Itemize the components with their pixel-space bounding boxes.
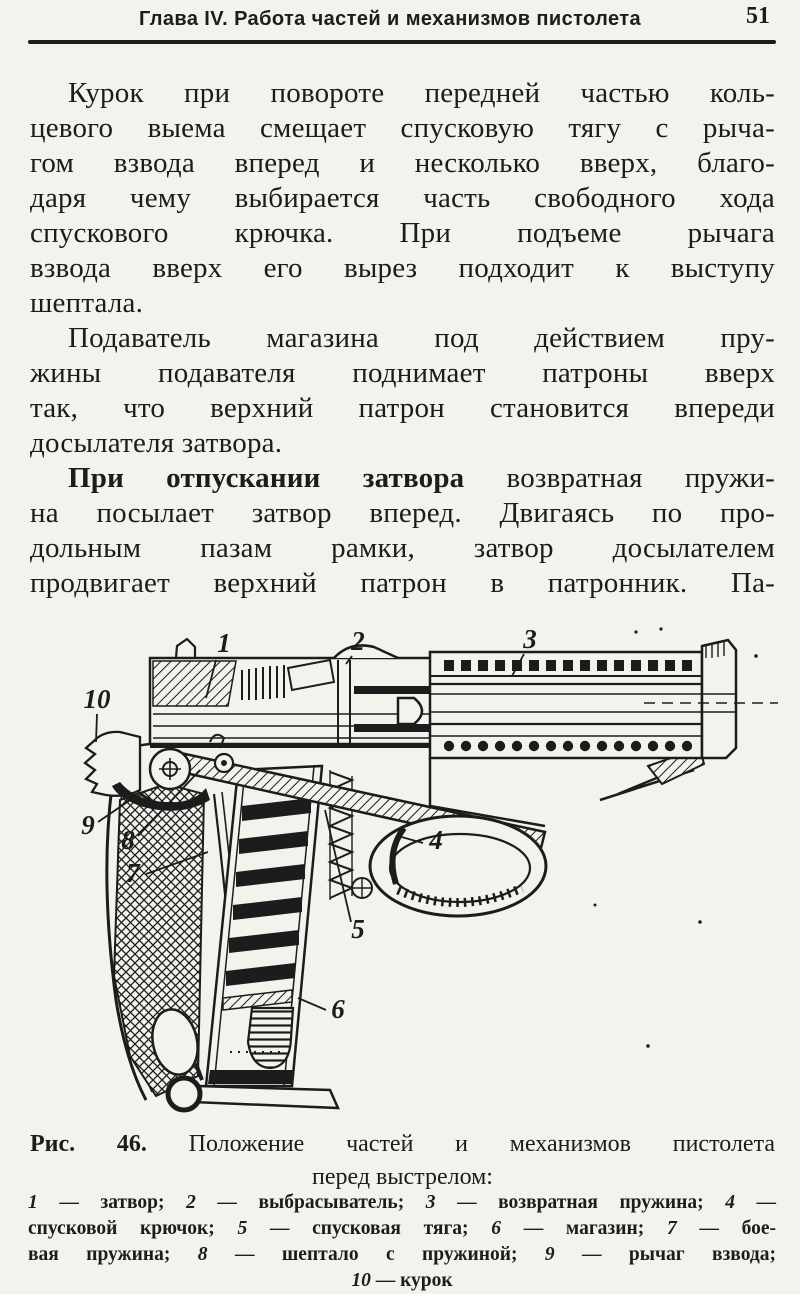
text-segment: — шептало с пружиной; xyxy=(207,1244,545,1265)
text-segment: 2 xyxy=(186,1192,196,1213)
text-segment: спускового крючка. При подъеме рычага xyxy=(30,217,775,249)
text-segment: 8 xyxy=(197,1244,208,1265)
text-segment: даря чему выбирается часть свободного хода xyxy=(30,182,775,214)
text-segment: спусковой крючок; xyxy=(28,1218,238,1239)
text-line xyxy=(30,76,775,111)
callout-leader-line xyxy=(96,714,97,742)
text-segment: — возвратная пружина; xyxy=(435,1192,726,1213)
trigger-guard-group xyxy=(370,816,546,916)
callout-number: 4 xyxy=(429,825,443,855)
text-segment: Курок при повороте передней частью коль- xyxy=(68,77,775,109)
figure-legend xyxy=(28,1190,776,1294)
text-segment: шептала. xyxy=(30,287,144,319)
text-segment: вая пружина; xyxy=(28,1244,198,1265)
recoil-spring-top-coils xyxy=(444,660,692,671)
text-line xyxy=(30,531,775,566)
callout-number: 8 xyxy=(121,825,135,855)
text-line xyxy=(30,496,775,531)
figure-caption xyxy=(30,1128,775,1194)
callout-number: 7 xyxy=(126,858,140,888)
text-line xyxy=(30,321,775,356)
callout-number: 1 xyxy=(217,628,231,658)
text-segment: возвратная пружи- xyxy=(464,462,775,494)
text-line xyxy=(30,216,775,251)
text-segment: — выбрасыватель; xyxy=(195,1192,426,1213)
text-line xyxy=(30,251,775,286)
text-line xyxy=(30,356,775,391)
text-line xyxy=(28,1216,776,1242)
callout-number: 3 xyxy=(523,624,537,654)
text-segment: — спусковая тяга; xyxy=(247,1218,492,1239)
text-line xyxy=(28,1242,776,1268)
callout-number: 5 xyxy=(351,914,365,944)
text-segment: продвигает верхний патрон в патронник. Па- xyxy=(30,567,775,599)
text-segment: — затвор; xyxy=(37,1192,187,1213)
text-segment: Положение частей и механизмов пистолета xyxy=(146,1131,776,1157)
callout-number: 2 xyxy=(351,626,365,656)
text-segment: так, что верхний патрон становится впереди xyxy=(30,392,775,424)
text-line xyxy=(30,111,775,146)
text-segment: на посылает затвор вперед. Двигаясь по про- xyxy=(30,497,775,529)
text-line xyxy=(30,1128,775,1161)
recoil-spring-bottom-coils xyxy=(444,741,692,751)
callout-leader-line xyxy=(325,810,351,922)
chapter-header: Глава IV. Работа частей и механизмов пистолета xyxy=(139,8,641,30)
text-segment: досылателя затвора. xyxy=(30,427,283,459)
text-line xyxy=(28,1268,776,1294)
text-segment: жины подавателя поднимает патроны вверх xyxy=(30,357,775,389)
text-segment: перед выстрелом: xyxy=(312,1164,493,1190)
callout-number: 6 xyxy=(331,994,345,1024)
text-segment: 9 xyxy=(544,1244,555,1265)
text-segment: — рычаг взвода; xyxy=(554,1244,776,1265)
text-segment: Подаватель магазина под действием пру- xyxy=(68,322,775,354)
pistol-diagram xyxy=(0,612,800,1124)
barrel-group xyxy=(430,640,778,758)
text-segment: Рис. 46. xyxy=(30,1131,147,1157)
text-segment: 10 xyxy=(351,1270,371,1291)
text-segment: При отпускании затвора xyxy=(68,462,465,494)
text-segment: — магазин; xyxy=(501,1218,667,1239)
text-line xyxy=(30,286,775,321)
text-segment: 1 xyxy=(28,1192,38,1213)
text-segment: 4 xyxy=(725,1192,735,1213)
text-segment: взвода вверх его вырез подходит к выступу xyxy=(30,252,775,284)
text-segment: 7 xyxy=(666,1218,677,1239)
slide-group xyxy=(150,639,432,748)
text-line xyxy=(30,426,775,461)
text-line xyxy=(30,391,775,426)
text-segment: — xyxy=(734,1192,777,1213)
text-segment: 3 xyxy=(425,1192,436,1213)
callout-number: 10 xyxy=(83,684,111,714)
body-text xyxy=(30,76,775,601)
text-segment: цевого выема смещает спусковую тягу с рыча- xyxy=(30,112,775,144)
text-segment: 6 xyxy=(491,1218,502,1239)
text-line xyxy=(30,181,775,216)
text-segment: 5 xyxy=(237,1218,248,1239)
text-segment: — бое- xyxy=(676,1218,776,1239)
text-segment: дольным пазам рамки, затвор досылателем xyxy=(30,532,775,564)
text-line xyxy=(28,1190,776,1216)
text-line xyxy=(30,461,775,496)
text-line xyxy=(30,146,775,181)
text-segment: — курок xyxy=(370,1270,453,1291)
callout-leader-line xyxy=(298,998,326,1010)
text-line xyxy=(30,566,775,601)
header-rule xyxy=(28,40,776,44)
page-number: 51 xyxy=(746,3,770,29)
callout-number: 9 xyxy=(81,810,95,840)
text-segment: гом взвода вперед и несколько вверх, благо- xyxy=(30,147,775,179)
